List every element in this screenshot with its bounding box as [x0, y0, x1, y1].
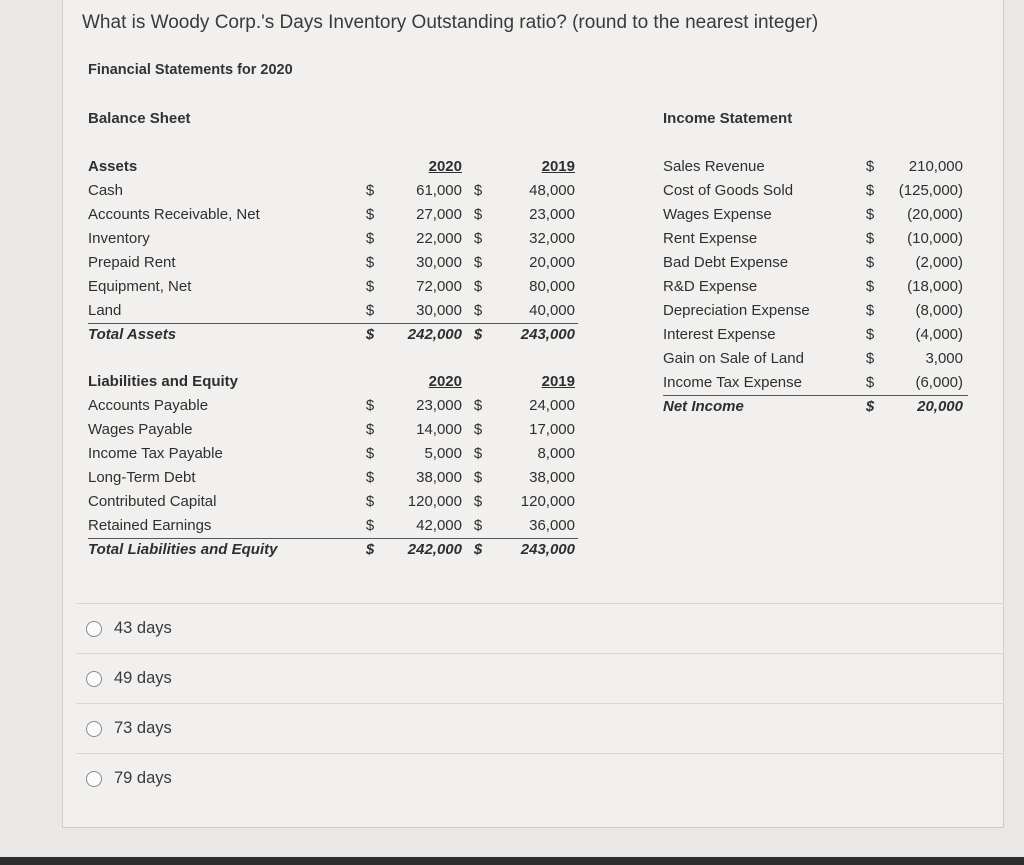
income-value: (2,000) [915, 254, 963, 271]
answer-choice-2[interactable] [76, 653, 1004, 703]
income-label: Net Income [663, 398, 744, 415]
liability-label: Accounts Payable [88, 397, 209, 414]
liability-value-2019: 8,000 [537, 445, 575, 462]
dollar-sign: $ [473, 182, 483, 199]
dollar-sign: $ [365, 421, 375, 438]
asset-row [88, 251, 588, 275]
liabilities-year-2020: 2020 [428, 373, 462, 390]
liability-row [88, 514, 588, 538]
assets-header-row [88, 155, 588, 179]
dollar-sign: $ [473, 469, 483, 486]
dollar-sign: $ [473, 326, 483, 343]
dollar-sign: $ [865, 398, 875, 415]
asset-value-2019: 20,000 [529, 254, 575, 271]
answer-choice-label[interactable]: 73 days [114, 719, 172, 737]
dollar-sign: $ [865, 182, 875, 199]
income-row [663, 275, 968, 299]
asset-value-2020: 30,000 [416, 254, 462, 271]
liability-value-2019: 120,000 [520, 493, 575, 510]
asset-value-2020: 61,000 [416, 182, 462, 199]
dollar-sign: $ [473, 206, 483, 223]
liability-value-2020: 5,000 [424, 445, 462, 462]
dollar-sign: $ [365, 206, 375, 223]
liability-value-2019: 24,000 [529, 397, 575, 414]
liability-row [88, 394, 588, 418]
liability-row [88, 418, 588, 442]
asset-value-2020: 27,000 [416, 206, 462, 223]
dollar-sign: $ [473, 302, 483, 319]
income-label: Depreciation Expense [663, 302, 810, 319]
income-value: 20,000 [917, 398, 963, 415]
dollar-sign: $ [865, 230, 875, 247]
liability-value-2020: 120,000 [407, 493, 462, 510]
liability-value-2019: 38,000 [529, 469, 575, 486]
income-value: (4,000) [915, 326, 963, 343]
income-label: Sales Revenue [663, 158, 765, 175]
answer-choice-3[interactable] [76, 703, 1004, 753]
answer-choice-label[interactable]: 79 days [114, 769, 172, 787]
answer-choice-4[interactable] [76, 753, 1004, 803]
liabilities-header-row [88, 370, 588, 394]
asset-row [88, 203, 588, 227]
asset-row [88, 179, 588, 203]
financial-statements-title: Financial Statements for 2020 [88, 62, 293, 78]
dollar-sign: $ [473, 230, 483, 247]
income-label: Interest Expense [663, 326, 776, 343]
radio-button[interactable] [86, 671, 102, 687]
liability-label: Retained Earnings [88, 517, 212, 534]
dollar-sign: $ [365, 254, 375, 271]
answer-choice-1[interactable] [76, 603, 1004, 653]
liabilities-year-2019: 2019 [541, 373, 575, 390]
radio-button[interactable] [86, 721, 102, 737]
asset-value-2020: 22,000 [416, 230, 462, 247]
income-value: 210,000 [908, 158, 963, 175]
liability-value-2020: 14,000 [416, 421, 462, 438]
answer-choice-label[interactable]: 43 days [114, 619, 172, 637]
income-row [663, 203, 968, 227]
dollar-sign: $ [865, 158, 875, 175]
assets-header: Assets [88, 158, 138, 175]
dollar-sign: $ [473, 493, 483, 510]
dollar-sign: $ [865, 302, 875, 319]
asset-value-2019: 40,000 [529, 302, 575, 319]
income-label: Wages Expense [663, 206, 772, 223]
dollar-sign: $ [473, 541, 483, 558]
asset-label: Cash [88, 182, 124, 199]
dollar-sign: $ [865, 278, 875, 295]
asset-row [88, 275, 588, 299]
asset-total-row [88, 323, 588, 347]
income-value: 3,000 [925, 350, 963, 367]
income-statement-title: Income Statement [663, 110, 793, 127]
answer-choices [76, 603, 1004, 803]
liability-label: Income Tax Payable [88, 445, 223, 462]
income-total-row [663, 395, 968, 419]
dollar-sign: $ [365, 326, 375, 343]
liability-total-rule [88, 538, 578, 539]
liability-value-2019: 36,000 [529, 517, 575, 534]
dollar-sign: $ [365, 182, 375, 199]
liability-value-2019: 243,000 [520, 541, 575, 558]
dollar-sign: $ [865, 374, 875, 391]
liability-value-2019: 17,000 [529, 421, 575, 438]
liabilities-header: Liabilities and Equity [88, 373, 239, 390]
income-label: R&D Expense [663, 278, 758, 295]
liability-value-2020: 242,000 [407, 541, 462, 558]
income-row [663, 155, 968, 179]
assets-year-2019: 2019 [541, 158, 575, 175]
liability-value-2020: 38,000 [416, 469, 462, 486]
dollar-sign: $ [365, 469, 375, 486]
answer-choice-label[interactable]: 49 days [114, 669, 172, 687]
liability-label: Long-Term Debt [88, 469, 196, 486]
asset-label: Inventory [88, 230, 150, 247]
dollar-sign: $ [365, 517, 375, 534]
dollar-sign: $ [365, 302, 375, 319]
dollar-sign: $ [365, 278, 375, 295]
income-row [663, 299, 968, 323]
income-row [663, 323, 968, 347]
dollar-sign: $ [365, 445, 375, 462]
income-value: (18,000) [907, 278, 963, 295]
income-value: (10,000) [907, 230, 963, 247]
income-value: (8,000) [915, 302, 963, 319]
asset-total-rule [88, 323, 578, 324]
asset-label: Prepaid Rent [88, 254, 176, 271]
dollar-sign: $ [473, 278, 483, 295]
asset-row [88, 299, 588, 323]
dollar-sign: $ [365, 493, 375, 510]
income-label: Cost of Goods Sold [663, 182, 794, 199]
liability-row [88, 466, 588, 490]
income-total-rule [663, 395, 968, 396]
asset-label: Accounts Receivable, Net [88, 206, 260, 223]
income-value: (20,000) [907, 206, 963, 223]
question-text: What is Woody Corp.'s Days Inventory Outstanding ratio? (round to the nearest integer) [82, 12, 819, 33]
asset-value-2019: 32,000 [529, 230, 575, 247]
dollar-sign: $ [865, 254, 875, 271]
dollar-sign: $ [365, 541, 375, 558]
dollar-sign: $ [473, 445, 483, 462]
liability-value-2020: 23,000 [416, 397, 462, 414]
income-label: Gain on Sale of Land [663, 350, 804, 367]
asset-value-2019: 243,000 [520, 326, 575, 343]
radio-button[interactable] [86, 621, 102, 637]
balance-sheet-title: Balance Sheet [88, 110, 191, 127]
liability-label: Contributed Capital [88, 493, 217, 510]
liability-label: Total Liabilities and Equity [88, 541, 278, 558]
asset-row [88, 227, 588, 251]
income-row [663, 347, 968, 371]
asset-label: Land [88, 302, 122, 319]
liability-row [88, 442, 588, 466]
asset-value-2019: 80,000 [529, 278, 575, 295]
dollar-sign: $ [365, 230, 375, 247]
screen-bottom-bezel [0, 857, 1024, 865]
dollar-sign: $ [865, 206, 875, 223]
income-label: Bad Debt Expense [663, 254, 789, 271]
asset-value-2019: 23,000 [529, 206, 575, 223]
asset-value-2020: 72,000 [416, 278, 462, 295]
liability-value-2020: 42,000 [416, 517, 462, 534]
dollar-sign: $ [865, 326, 875, 343]
dollar-sign: $ [365, 397, 375, 414]
dollar-sign: $ [473, 254, 483, 271]
dollar-sign: $ [865, 350, 875, 367]
asset-label: Equipment, Net [88, 278, 192, 295]
income-row [663, 371, 968, 395]
dollar-sign: $ [473, 517, 483, 534]
income-row [663, 179, 968, 203]
liability-total-row [88, 538, 588, 562]
income-value: (6,000) [915, 374, 963, 391]
income-value: (125,000) [898, 182, 963, 199]
assets-year-2020: 2020 [428, 158, 462, 175]
asset-value-2020: 242,000 [407, 326, 462, 343]
income-row [663, 251, 968, 275]
income-label: Rent Expense [663, 230, 758, 247]
dollar-sign: $ [473, 397, 483, 414]
radio-button[interactable] [86, 771, 102, 787]
asset-value-2019: 48,000 [529, 182, 575, 199]
income-label: Income Tax Expense [663, 374, 802, 391]
income-row [663, 227, 968, 251]
asset-value-2020: 30,000 [416, 302, 462, 319]
liability-label: Wages Payable [88, 421, 193, 438]
liability-row [88, 490, 588, 514]
asset-label: Total Assets [88, 326, 177, 343]
dollar-sign: $ [473, 421, 483, 438]
